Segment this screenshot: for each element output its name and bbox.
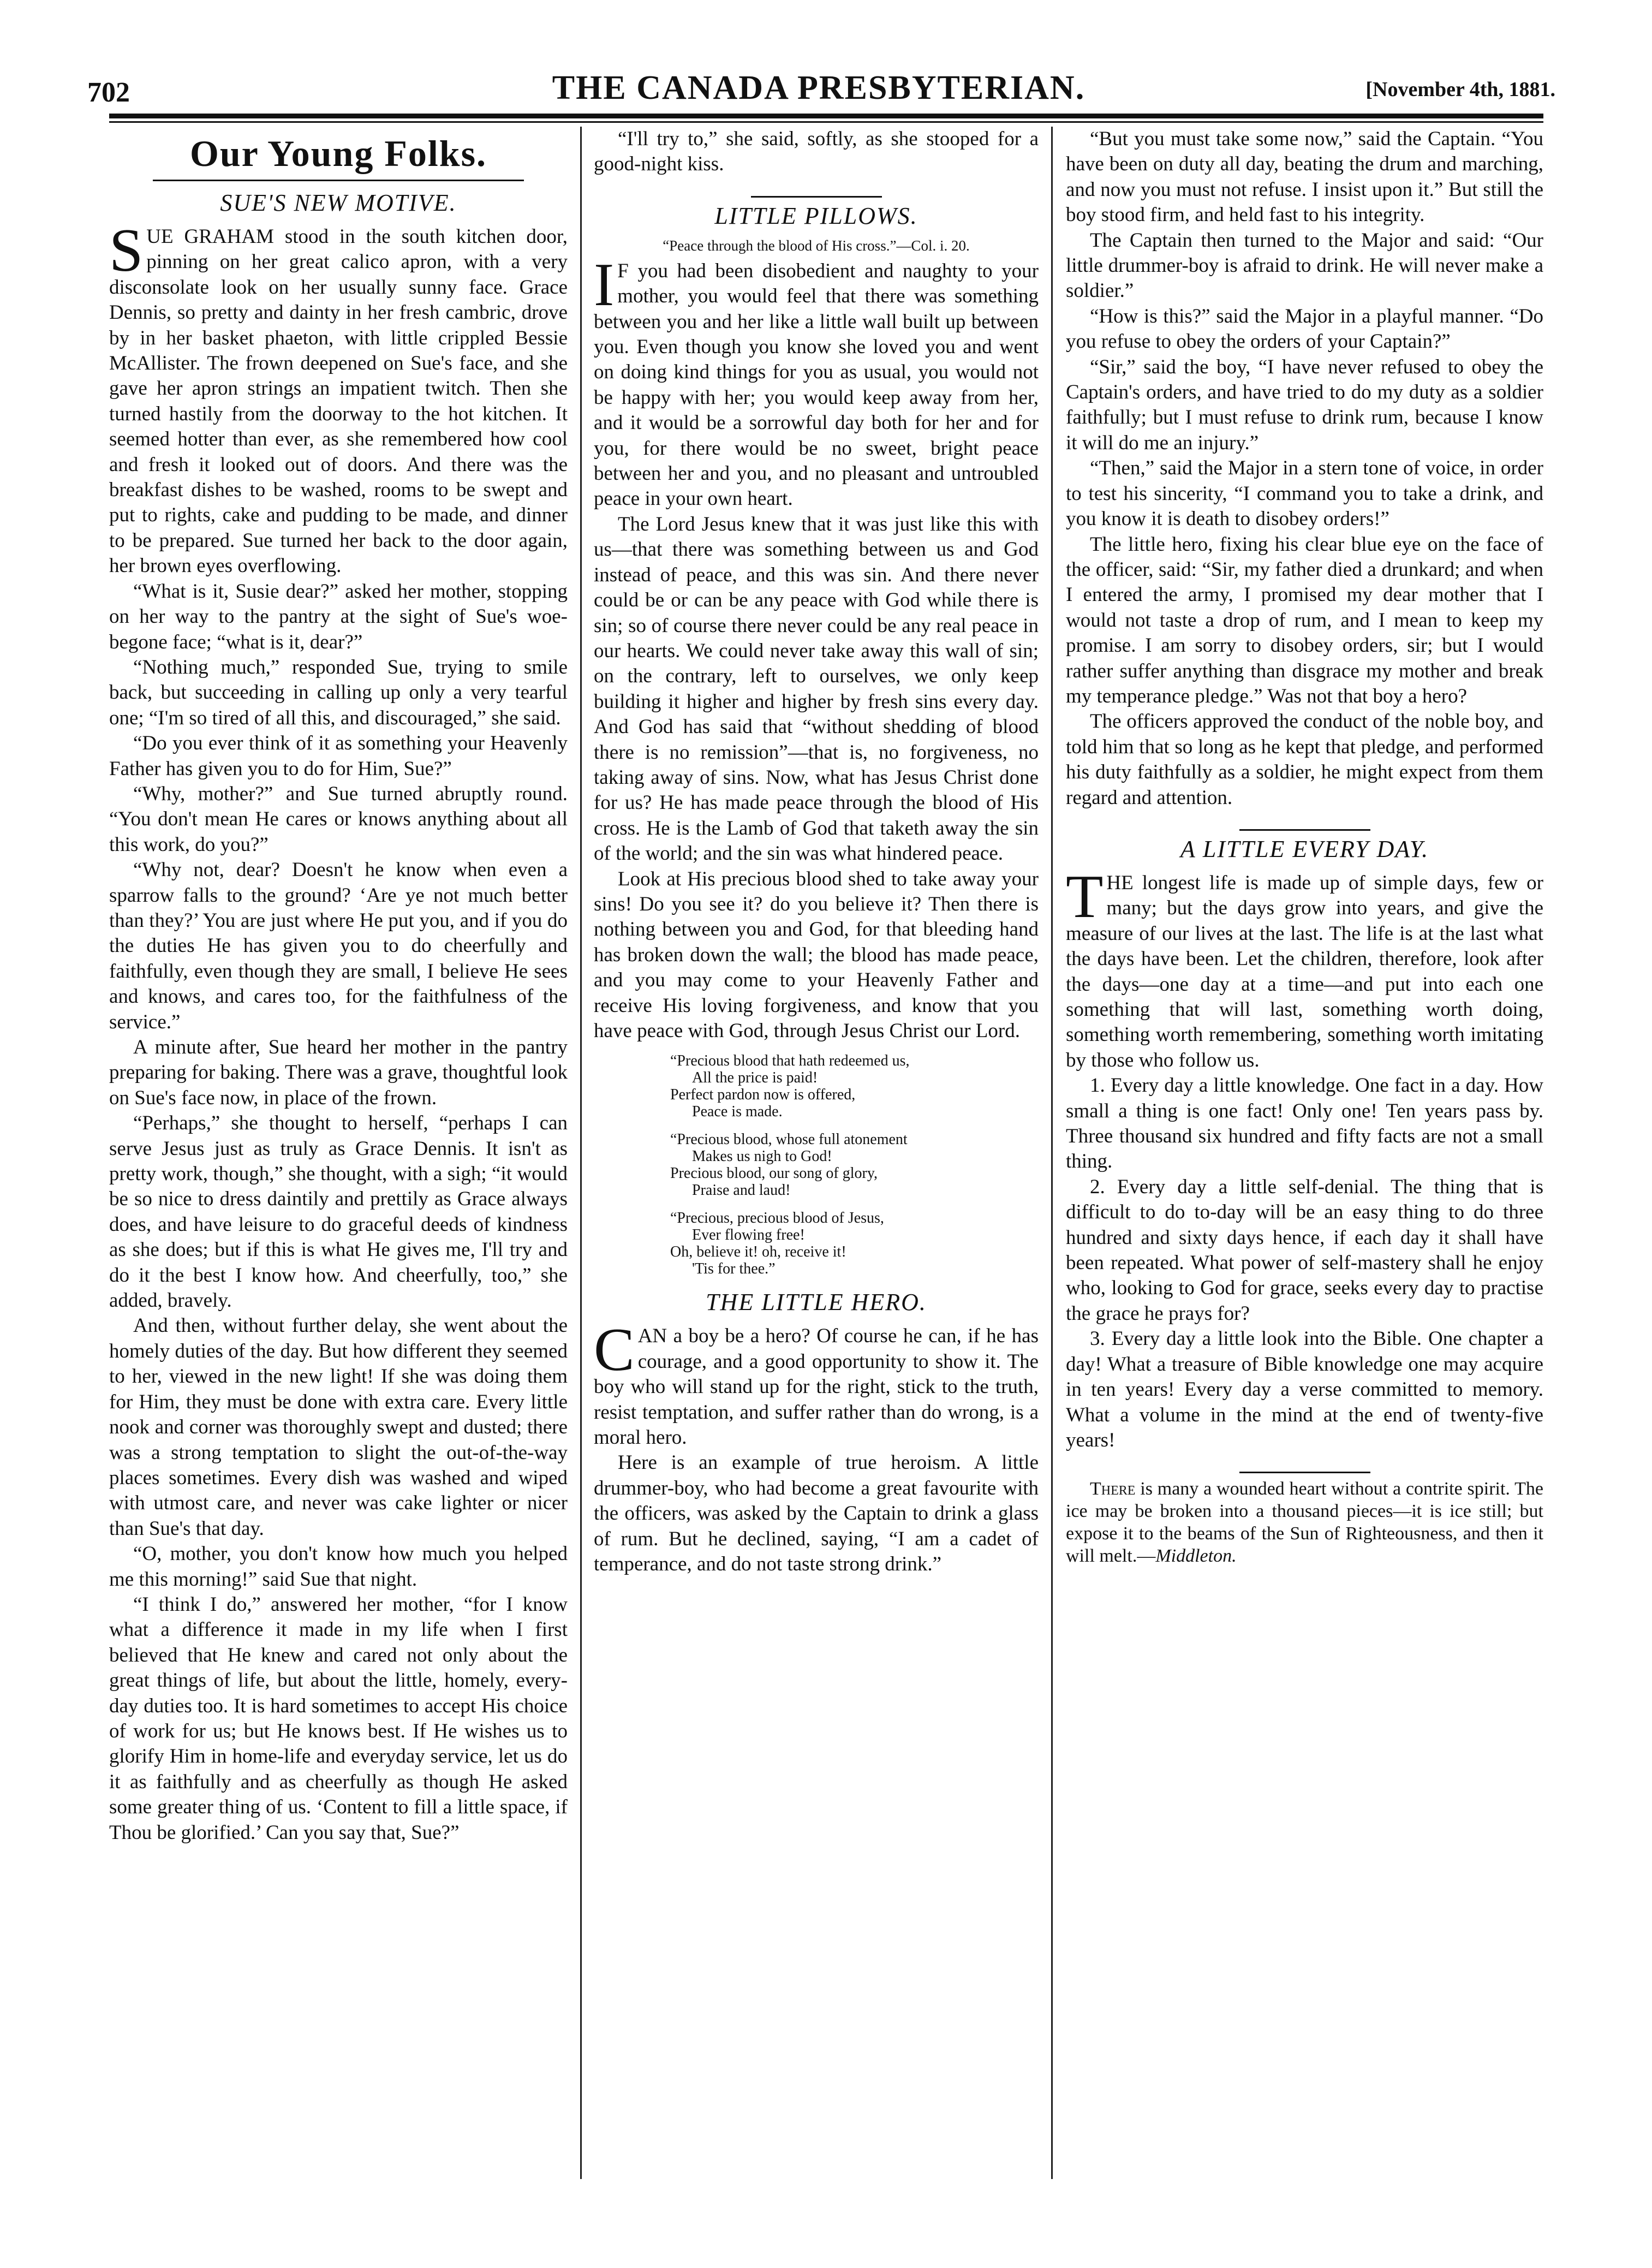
article-paragraph: “I'll try to,” she said, softly, as she stooped for a good-night kiss. bbox=[594, 128, 1039, 176]
epigraph: “Peace through the blood of His cross.”—Col. i. 20. bbox=[663, 237, 970, 254]
attribution: Middleton. bbox=[1155, 1546, 1237, 1567]
department-heading: Our Young Folks. bbox=[189, 133, 487, 174]
verse-stanza bbox=[670, 1131, 1039, 1199]
article-paragraph: I F you had been disobedient and naughty to your mother, you would feel that there was something between you and her like a little wall built up between you. Even though you know she loved you and went on doing kind things for you as usual, you would not be happy with her; you would keep away from her, and it would be a sorrowful day both for her and for you, for there would be no sweet, bright peace between her and you, and no pleasant and untroubled peace in your own heart. bbox=[594, 251, 1039, 510]
article-paragraph: Here is an example of true heroism. A little drummer-boy, who had become a great favourite with the officers, was asked by the Captain to drink a glass of rum. But he declined, saying, “I am a cadet of temperance, and do not taste strong drink.” bbox=[594, 1451, 1039, 1576]
article-separator bbox=[1239, 1472, 1370, 1473]
verse-line: All the price is paid! bbox=[692, 1069, 818, 1087]
article-paragraph: “What is it, Susie dear?” asked her mother, stopping on her way to the pantry at the sight of Sue's woe-begone face; “what is it, dear?” bbox=[109, 580, 568, 653]
verse-line: Perfect pardon now is offered, bbox=[670, 1086, 856, 1104]
verse-line: 'Tis for thee.” bbox=[692, 1260, 776, 1278]
article-paragraph: Look at His precious blood shed to take away your sins! Do you see it? do you believe it? Then there is nothing between you and God, for that bleeding hand has broken down the wall; the blood has made peace, and you may come to your Heavenly Father and receive His loving forgiveness, and know that you have peace with God, through Jesus Christ our Lord. bbox=[594, 867, 1039, 1042]
verse-line: Precious blood, our song of glory, bbox=[670, 1165, 878, 1182]
article-paragraph: 1. Every day a little knowledge. One fact in a day. How small a thing is one fact! Only one! Ten years pass by. Three thousand six hundred and fifty facts are not a small thing. bbox=[1066, 1074, 1543, 1173]
department-rule bbox=[153, 180, 524, 181]
article-paragraph: “Why not, dear? Doesn't he know when even a sparrow falls to the ground? ‘Are ye not much better than they?’ You are just where He put you, and if you do the duties He has given you to do cheerfully and faithfully, even though they are small, I believe He sees and knows, and cares too, for the faithfulness of the service.” bbox=[109, 859, 568, 1033]
article-paragraph: “I think I do,” answered her mother, “for I know what a difference it made in my life when I first believed that He knew and cared not only about the great things of life, but about the little, homely, every-day duties too. It is hard sometimes to accept His choice of work for us; but He knows best. If He wishes us to glorify Him in home-life and everyday service, let us do it as faithfully and as cheerfully as though He asked some greater thing of us. ‘Content to fill a little space, if Thou be glorified.’ Can you say that, Sue?” bbox=[109, 1593, 568, 1844]
issue-date: [November 4th, 1881. bbox=[1365, 78, 1555, 101]
verse-line: Ever flowing free! bbox=[692, 1227, 805, 1244]
article-paragraph: “Then,” said the Major in a stern tone of voice, in order to test his sincerity, “I command you to take a drink, and you know it is death to disobey orders!” bbox=[1066, 457, 1543, 531]
article-paragraph: A minute after, Sue heard her mother in the pantry preparing for baking. There was a grave, thoughtful look on Sue's face now, in place of the frown. bbox=[109, 1036, 568, 1109]
verse-line: “Precious, precious blood of Jesus, bbox=[670, 1210, 884, 1227]
article-paragraph: CAN a boy be a hero? Of course he can, if he has courage, and a good opportunity to show it. The boy who will stand up for the right, stick to the truth, resist temptation, and suffer rather than do wrong, is a moral hero. bbox=[594, 1316, 1039, 1449]
verse-stanza bbox=[670, 1210, 1039, 1277]
drop-cap: C bbox=[594, 1316, 635, 1384]
verse-stanza bbox=[670, 1052, 1039, 1120]
article-paragraph: “Nothing much,” responded Sue, trying to smile back, but succeeding in calling up only a very tearful one; “I'm so tired of all this, and discouraged,” she said. bbox=[109, 656, 568, 729]
column-1 bbox=[109, 127, 568, 2201]
newspaper-title: THE CANADA PRESBYTERIAN. bbox=[552, 69, 1086, 106]
drop-cap: I bbox=[594, 251, 615, 319]
article-separator bbox=[751, 196, 882, 198]
article-title: THE LITTLE HERO. bbox=[706, 1289, 927, 1316]
filler-paragraph: There is many a wounded heart without a contrite spirit. The ice may be broken into a thousand pieces—it is ice still; but expose it to the beams of the Sun of Righteousness, and then it will melt.—Middleton. bbox=[1066, 1479, 1543, 1567]
article-paragraph: SUE GRAHAM stood in the south kitchen door, pinning on her great calico apron, with a very disconsolate look on her usually sunny face. Grace Dennis, so pretty and dainty in her fresh cambric, drove by in her basket phaeton, with little crippled Bessie McAllister. The frown deepened on Sue's face, and she gave her apron strings an impatient twitch. Then she turned hastily from the doorway to the hot kitchen. It seemed hotter than ever, as she remembered how cool and fresh it looked out of doors. And there was the breakfast dishes to be washed, rooms to be swept and put to rights, cake and pudding to be made, and dinner to be prepared. Sue turned her back to the door again, her brown eyes overflowing. bbox=[109, 217, 568, 578]
verse-line: Makes us nigh to God! bbox=[692, 1148, 832, 1165]
article-paragraph: THE longest life is made up of simple days, few or many; but the days grow into years, and give the measure of our lives at the last. The life is at the last what the days have been. Let the children, therefore, look after the days—one day at a time—and put into each one something that will last, something worth doing, something worth remembering, something worth imitating by those who follow us. bbox=[1066, 862, 1543, 1072]
masthead bbox=[82, 64, 1555, 108]
article-paragraph: The officers approved the conduct of the noble boy, and told him that so long as he kept that pledge, and performed his duty faithfully as a soldier, he might expect from them regard and attention. bbox=[1066, 710, 1543, 809]
verse-line: “Precious blood that hath redeemed us, bbox=[670, 1052, 910, 1070]
verse-line: “Precious blood, whose full atonement bbox=[670, 1131, 908, 1148]
article-paragraph: The Captain then turned to the Major and said: “Our little drummer-boy is afraid to drink. He will never make a soldier.” bbox=[1066, 229, 1543, 302]
hymn-verse bbox=[670, 1052, 1039, 1277]
article-paragraph: And then, without further delay, she went about the homely duties of the day. But how different they seemed to her, viewed in the new light! If she was doing them for Him, they must be done with extra care. Every little nook and corner was thoroughly swept and dusted; there was a strong temptation to slight the out-of-the-way places sometimes. Every dish was washed and wiped with utmost care, and never was cake lighter or nicer than Sue's that day. bbox=[109, 1314, 568, 1540]
article-separator bbox=[1239, 829, 1370, 831]
article-paragraph: 3. Every day a little look into the Bible. One chapter a day! What a treasure of Bible knowledge one may acquire in ten years! Every day a verse committed to memory. What a volume in the mind at the end of twenty-five years! bbox=[1066, 1328, 1543, 1451]
article-paragraph: 2. Every day a little self-denial. The thing that is difficult to do to-day will be an easy thing to do three hundred and sixty days hence, if each day it shall have been repeated. What power of self-mastery shall he enjoy who, looking to God for grace, seeks every day to practise the grace he prays for? bbox=[1066, 1175, 1543, 1325]
verse-line: Praise and laud! bbox=[692, 1182, 791, 1199]
column-divider bbox=[580, 127, 582, 2179]
article-paragraph: “Sir,” said the boy, “I have never refused to obey the Captain's orders, and have tried to do my duty as a soldier faithfully; but I must refuse to drink rum, because I know it will do me an injury.” bbox=[1066, 355, 1543, 454]
drop-cap: S bbox=[109, 217, 144, 284]
column-divider bbox=[1051, 127, 1053, 2179]
article-paragraph: “Why, mother?” and Sue turned abruptly round. “You don't mean He cares or knows anything about all this work, do you?” bbox=[109, 782, 568, 856]
article-paragraph: “Do you ever think of it as something your Heavenly Father has given you to do for Him, Sue?” bbox=[109, 732, 568, 780]
article-paragraph: The Lord Jesus knew that it was just like this with us—that there was something between us and God instead of peace, and this was sin. And there never could be or can be any peace with God while there is sin; so of course there never could be any real peace in our hearts. We could never take away this wall of sin; on the contrary, left to ourselves, we only keep building it higher and higher by fresh sins every day. And God has said that “without shedding of blood there is no remission”—that is, no forgiveness, no taking away of sins. Now, what has Jesus Christ done for us? He has made peace through the blood of His cross. He is the Lamb of God that taketh away the sin of the world; and the sin was what hindered peace. bbox=[594, 513, 1039, 865]
article-paragraph: “O, mother, you don't know how much you helped me this morning!” said Sue that night. bbox=[109, 1543, 568, 1591]
article-paragraph: “How is this?” said the Major in a playful manner. “Do you refuse to obey the orders of your Captain?” bbox=[1066, 305, 1543, 353]
column-3 bbox=[1066, 127, 1543, 2201]
header-rule-thin bbox=[109, 121, 1543, 123]
verse-line: Oh, believe it! oh, receive it! bbox=[670, 1243, 846, 1261]
page-number: 702 bbox=[87, 77, 130, 108]
article-paragraph: “Perhaps,” she thought to herself, “perhaps I can serve Jesus just as truly as Grace Dennis. It isn't as pretty work, though,” she thought, with a sigh; “it would be so nice to dress daintily and prettily as Grace always does, and have leisure to do graceful deeds of kindness as she does; but if this is what He gives me, I'll try and do it the best I know how. And cheerfully, too,” she added, bravely. bbox=[109, 1112, 568, 1312]
header-rule bbox=[109, 114, 1543, 118]
article-title: LITTLE PILLOWS. bbox=[714, 202, 918, 229]
article-paragraph: “But you must take some now,” said the Captain. “You have been on duty all day, beating the drum and marching, and now you must not refuse. I insist upon it.” But still the boy stood firm, and held fast to his integrity. bbox=[1066, 128, 1543, 227]
article-title: A LITTLE EVERY DAY. bbox=[1180, 835, 1429, 862]
article-title: SUE'S NEW MOTIVE. bbox=[220, 189, 457, 216]
article-paragraph: The little hero, fixing his clear blue eye on the face of the officer, said: “Sir, my father died a drunkard; and when I entered the army, I promised my dear mother that I would not taste a drop of rum, and I mean to keep my promise. I am sorry to disobey orders, sir; but I would rather suffer anything than disgrace my mother and break my temperance pledge.” Was not that boy a hero? bbox=[1066, 533, 1543, 707]
column-2 bbox=[594, 127, 1039, 2201]
drop-cap: T bbox=[1066, 862, 1104, 931]
verse-line: Peace is made. bbox=[692, 1103, 783, 1121]
